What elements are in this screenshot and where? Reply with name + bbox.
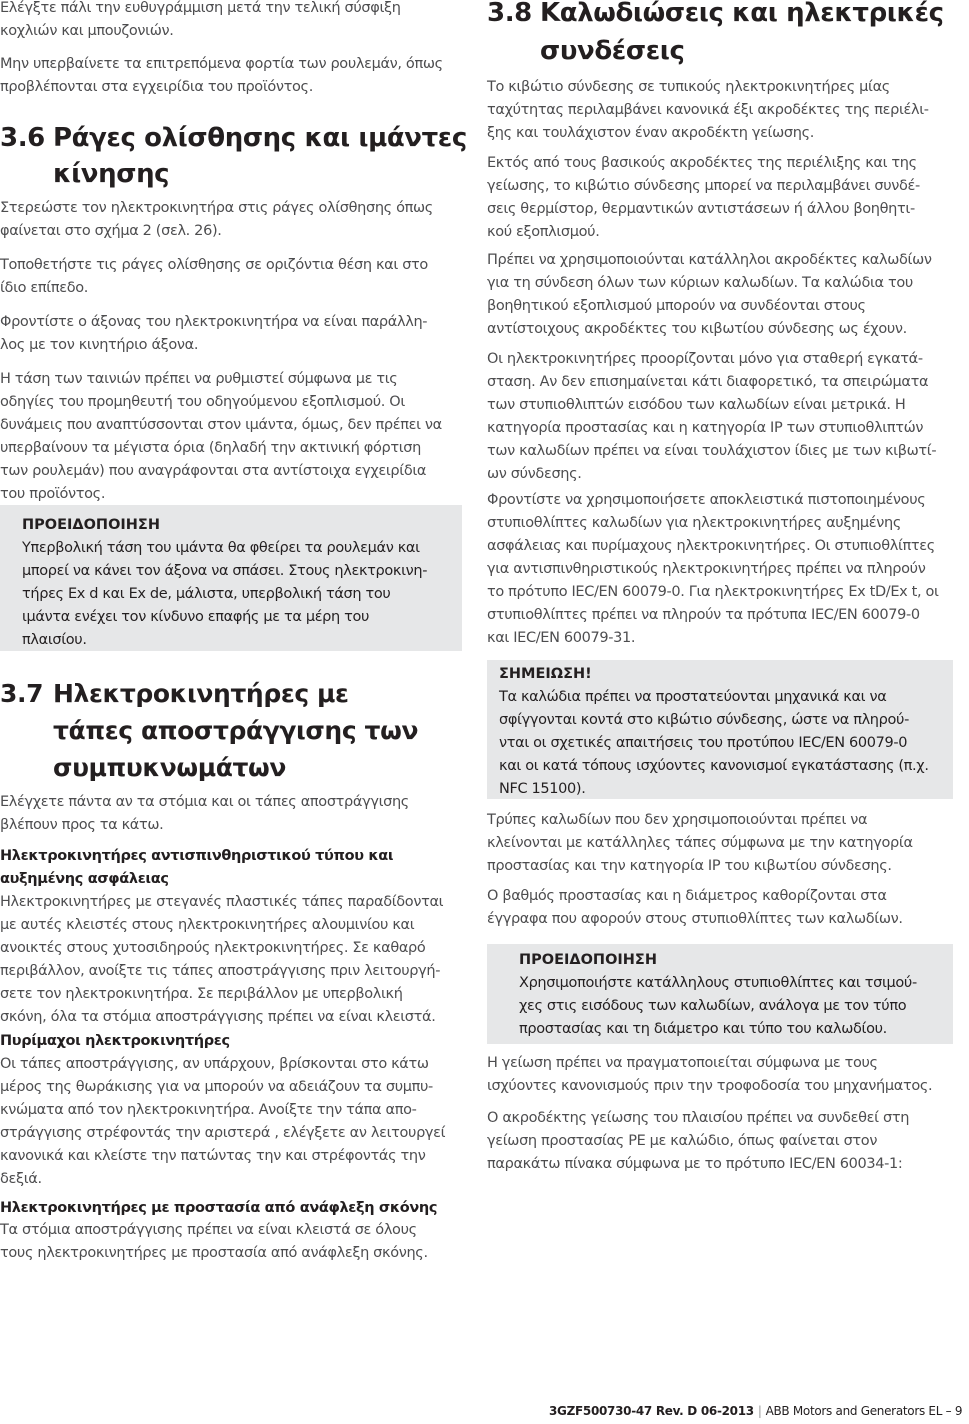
- s37-subtext-3: Τα στόμια αποστράγγισης πρέπει να είναι κλειστά σε όλους τους ηλεκτροκινητήρες με προστασία από ανάφλεξη σκόνης.: [0, 1222, 428, 1261]
- s38-paragraph-2: Εκτός από τους βασικούς ακροδέκτες της περιέλιξης και της γείωσης, το κιβώτιο σύνδεσης μπορεί να περιλαμβάνει συνδέ- σεις θερμίστορ, θερμαντικών αντιστάσεων ή άλλου βοηθητι- κού εξοπλισμού.: [487, 155, 920, 240]
- s37-subheading-1: Ηλεκτροκινητήρες αντισπινθηριστικού τύπου και αυξημένης ασφάλειας: [0, 848, 394, 887]
- footer-doc-id: 3GZF500730-47 Rev. D 06-2013: [549, 1404, 754, 1418]
- section-3-7-title: Ηλεκτροκινητήρες με τάπες αποστράγγισης των συμπυκνωμάτων: [53, 679, 419, 782]
- s38-paragraph-6: Τρύπες καλωδίων που δεν χρησιμοποιούνται πρέπει να κλείνονται με κατάλληλες τάπες σύμφωνα με την κατηγορία προστασίας και την κατηγορία IP του κιβωτίου σύνδεσης.: [487, 812, 913, 874]
- section-3-8-number: 3.8: [487, 0, 532, 28]
- s36-paragraph-4: Η τάση των ταινιών πρέπει να ρυθμιστεί σύμφωνα με τις οδηγίες του προμηθευτή του οδηγούμενου εξοπλισμού. Οι δυνάμεις που αναπτύσσονται στον ιμάντα, όμως, δεν πρέπει να υπερβαίνουν τα μέγιστα όρια (δηλαδή την ακτινική φόρτιση των ρουλεμάν) που αναγράφονται στα αντίστοιχα εγχειρίδια του προϊόντος.: [0, 371, 442, 502]
- section-3-8-title: Καλωδιώσεις και ηλεκτρικές συνδέσεις: [540, 0, 944, 66]
- s38-warning-box: [487, 944, 953, 1044]
- s38-note-title: ΣΗΜΕΙΩΣΗ!: [499, 666, 592, 682]
- footer-dash: –: [945, 1404, 952, 1418]
- intro-paragraph-1: Ελέγξτε πάλι την ευθυγράμμιση μετά την τελική σύσφιξη κοχλιών και μπουζονιών.: [0, 0, 401, 39]
- section-3-7-number: 3.7: [0, 679, 44, 708]
- s37-subtext-2: Οι τάπες αποστράγγισης, αν υπάρχουν, βρίσκονται στο κάτω μέρος της θωράκισης για να μπορούν να αδειάζουν τα συμπυ- κνώματα από τον ηλεκτροκινητήρα. Ανοίξτε την τάπα απο- στράγγισης στρέφοντάς την αριστερά , ελέγξετε αν λειτουργεί κανονικά και κλείστε την πατώντας την και στρέφοντάς την δεξιά.: [0, 1056, 446, 1187]
- s37-subheading-2: Πυρίμαχοι ηλεκτροκινητήρες: [0, 1033, 230, 1049]
- s36-paragraph-3: Φροντίστε ο άξονας του ηλεκτροκινητήρα να είναι παράλλη- λος με τον κινητήριο άξονα.: [0, 314, 428, 353]
- section-3-6-title: Ράγες ολίσθησης και ιμάντες κίνησης: [53, 123, 467, 189]
- footer-page-number: 9: [954, 1404, 963, 1418]
- section-3-6-number: 3.6: [0, 123, 45, 153]
- s38-warning-title: ΠΡΟΕΙΔΟΠΟΙΗΣΗ: [519, 952, 657, 968]
- s38-paragraph-9: Ο ακροδέκτης γείωσης του πλαισίου πρέπει να συνδεθεί στη γείωση προστασίας PE με καλώδιο, όπως φαίνεται στον παρακάτω πίνακα σύμφωνα με το πρότυπο IEC/EN 60034-1:: [487, 1110, 910, 1172]
- s36-warning-title: ΠΡΟΕΙΔΟΠΟΙΗΣΗ: [22, 517, 160, 533]
- s38-note-box: [487, 660, 953, 799]
- page-footer: [549, 1404, 969, 1418]
- s38-warning-text: Χρησιμοποιήστε κατάλληλους στυπιοθλίπτες και τσιμού- χες στις εισόδους των καλωδίων, ανάλογα με τον τύπο προστασίας και τη διάμετρο και τύπο του καλωδίου.: [519, 975, 917, 1037]
- s36-warning-box: [0, 505, 462, 651]
- s38-paragraph-7: Ο βαθμός προστασίας και η διάμετρος καθορίζονται στα έγγραφα που αφορούν στους στυπιοθλίπτες των καλωδίων.: [487, 888, 903, 927]
- s36-warning-text: Υπερβολική τάση του ιμάντα θα φθείρει τα ρουλεμάν και μπορεί να κάνει τον άξονα να σπάσει. Στους ηλεκτροκινη- τήρες Ex d και Ex de, μάλιστα, υπερβολική τάση του ιμάντα ενέχει τον κίνδυνο επαφής με τα μέρη του πλαισίου.: [22, 540, 428, 648]
- s38-paragraph-1: Το κιβώτιο σύνδεσης σε τυπικούς ηλεκτροκινητήρες μίας ταχύτητας περιλαμβάνει κανονικά έξι ακροδέκτες της περιέλι- ξης και τουλάχιστον έναν ακροδέκτη γείωσης.: [487, 79, 929, 141]
- s38-paragraph-8: Η γείωση πρέπει να πραγματοποιείται σύμφωνα με τους ισχύοντες κανονισμούς πριν την τροφοδοσία του μηχανήματος.: [487, 1055, 933, 1094]
- s36-paragraph-2: Τοποθετήστε τις ράγες ολίσθησης σε οριζόντια θέση και στο ίδιο επίπεδο.: [0, 257, 428, 296]
- intro-paragraph-2: Μην υπερβαίνετε τα επιτρεπόμενα φορτία των ρουλεμάν, όπως προβλέπονται στα εγχειρίδια του προϊόντος.: [0, 56, 443, 95]
- s38-paragraph-5: Φροντίστε να χρησιμοποιήσετε αποκλειστικά πιστοποιημένους στυπιοθλίπτες καλωδίων για ηλεκτροκινητήρες αυξημένης ασφάλειας και πυρίμαχους ηλεκτροκινητήρες. Οι στυπιοθλίπτες για αντισπινθηριστικούς ηλεκτροκινητήρες πρέπει να πληρούν το πρότυπο IEC/EN 60079-0. Για ηλεκτροκινητήρες Ex tD/Ex t, οι στυπιοθλίπτες πρέπει να πληρούν τα πρότυπα IEC/EN 60079-0 και IEC/EN 60079-31.: [487, 492, 939, 646]
- footer-separator: |: [757, 1404, 762, 1418]
- s38-paragraph-4: Οι ηλεκτροκινητήρες προορίζονται μόνο για σταθερή εγκατά- σταση. Αν δεν επισημαίνεται κάτι διαφορετικό, τα σπειρώματα των στυπιοθλιπτών εισόδου των καλωδίων είναι μετρικά. Η κατηγορία προστασίας και η κατηγορία IP των στυπιοθλιπτών των καλωδίων πρέπει να είναι τουλάχιστον ίδιες με των κιβωτί- ων σύνδεσης.: [487, 351, 937, 482]
- s37-subheading-3: Ηλεκτροκινητήρες με προστασία από ανάφλεξη σκόνης: [0, 1200, 438, 1216]
- s38-note-text: Τα καλώδια πρέπει να προστατεύονται μηχανικά και να σφίγγονται κοντά στο κιβώτιο σύνδεσης, ώστε να πληρού- νται οι σχετικές απαιτήσεις του προτύπου IEC/EN 60079-0 και οι κατά τόπους ισχύοντες κανονισμοί εγκατάστασης (π.χ. NFC 15100).: [499, 689, 929, 797]
- s37-paragraph: Ελέγχετε πάντα αν τα στόμια και οι τάπες αποστράγγισης βλέπουν προς τα κάτω.: [0, 794, 409, 833]
- s38-paragraph-3: Πρέπει να χρησιμοποιούνται κατάλληλοι ακροδέκτες καλωδίων για τη σύνδεση όλων των κύριων καλωδίων. Τα καλώδια του βοηθητικού εξοπλισμού μπορούν να συνδέονται στους αντίστοιχους ακροδέκτες του κιβωτίου σύνδεσης ως έχουν.: [487, 252, 932, 337]
- s37-subtext-1: Ηλεκτροκινητήρες με στεγανές πλαστικές τάπες παραδίδονται με αυτές κλειστές στους ηλεκτροκινητήρες αλουμινίου και ανοικτές στους χυτοσιδηρούς ηλεκτροκινητήρες. Σε καθαρό περιβάλλον, ανοίξτε τις τάπες αποστράγγισης πριν λειτουργή- σετε τον ηλεκτροκινητήρα. Σε περιβάλλον με υπερβολική σκόνη, όλα τα στόμια αποστράγγισης πρέπει να είναι κλειστά.: [0, 894, 444, 1025]
- footer-company: ABB Motors and Generators EL: [765, 1404, 943, 1418]
- s36-paragraph-1: Στερεώστε τον ηλεκτροκινητήρα στις ράγες ολίσθησης όπως φαίνεται στο σχήμα 2 (σελ. 26).: [0, 200, 433, 239]
